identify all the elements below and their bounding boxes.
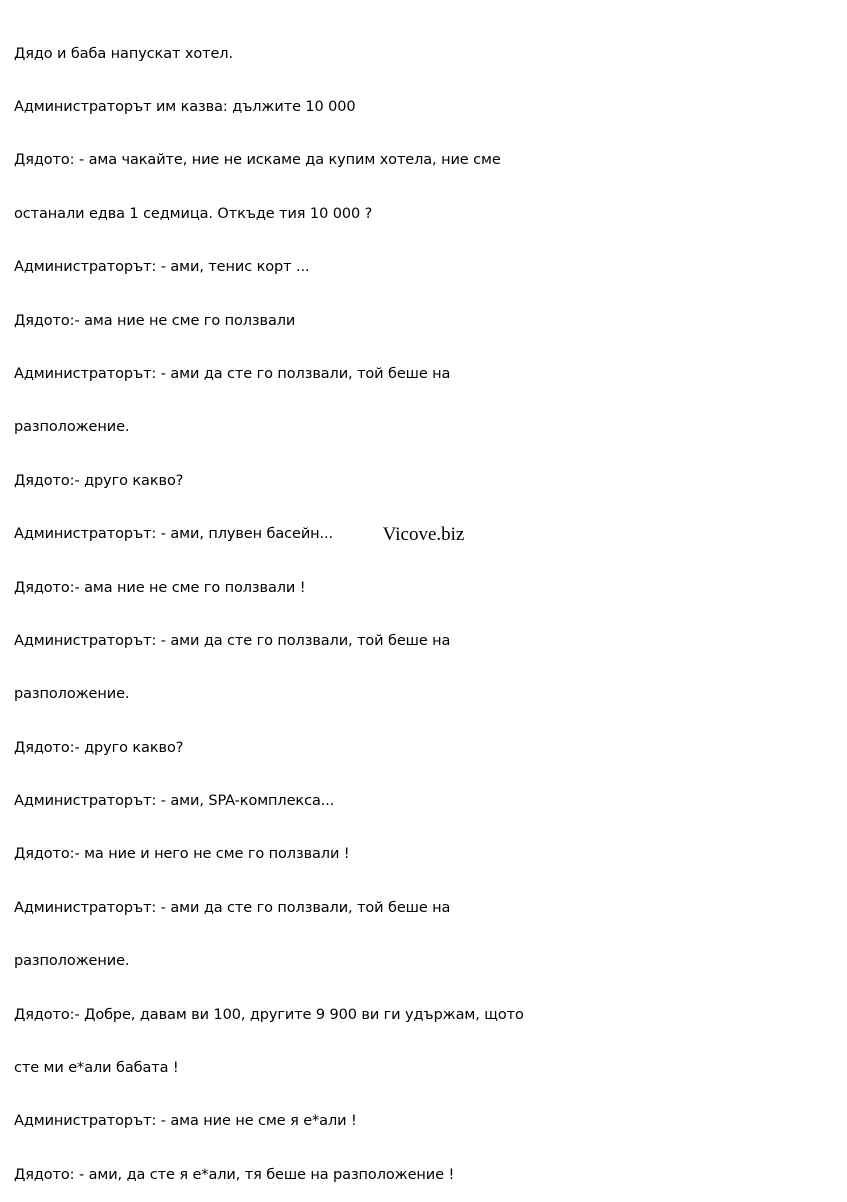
joke-line: Дядо и баба напускат хотел. [14,45,233,62]
joke-line: Дядото: - ама чакайте, ние не искаме да купим хотела, ние сме [14,152,501,169]
joke-line: Администраторът: - ами да сте го ползвали, той беше на [14,899,451,916]
joke-line: останали едва 1 седмица. Откъде тия 10 000 ? [14,205,373,222]
joke-line: Дядото:- Добре, давам ви 100, другите 9 900 ви ги удържам, щото [14,1006,524,1023]
joke-line: разположение. [14,686,130,703]
site-watermark: Vicove.biz [382,524,465,545]
joke-line: Администраторът: - ама ние не сме я е*али ! [14,1113,357,1130]
joke-line: Администраторът: - ами да сте го ползвали, той беше на [14,365,451,382]
joke-line: Дядото:- ама ние не сме го ползвали [14,312,296,329]
joke-line: Администраторът: - ами, SPA-комплекса... [14,793,335,810]
joke-line: Администраторът им казва: дължите 10 000 [14,98,356,115]
joke-line: Дядото:- друго какво? [14,739,184,756]
joke-line: Дядото: - ами, да сте я е*али, тя беше на разположение ! [14,1166,455,1183]
joke-line: Администраторът: - ами да сте го ползвали, той беше на [14,632,451,649]
joke-line: разположение. [14,953,130,970]
joke-line: Администраторът: - ами, плувен басейн... [14,526,334,543]
joke-line: Дядото:- ма ние и него не сме го ползвали ! [14,846,350,863]
joke-line: сте ми е*али бабата ! [14,1060,179,1077]
joke-text [14,10,614,1202]
joke-line: Администраторът: - ами, тенис корт ... [14,259,310,276]
joke-line: Дядото:- ама ние не сме го ползвали ! [14,579,306,596]
joke-line: разположение. [14,419,130,436]
joke-line: Дядото:- друго какво? [14,472,184,489]
